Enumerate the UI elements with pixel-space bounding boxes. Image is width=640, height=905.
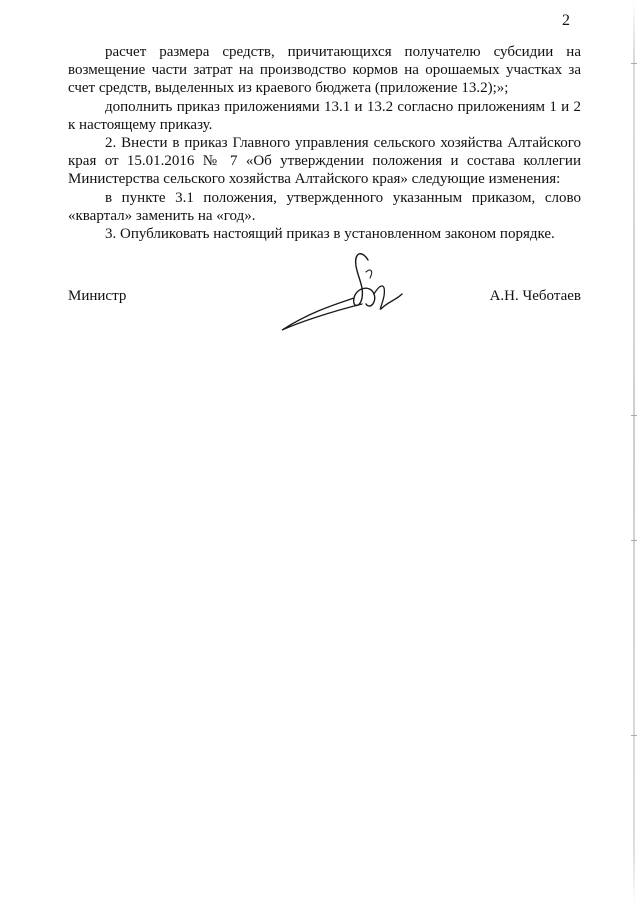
scan-edge-mark bbox=[631, 540, 637, 541]
paragraph-item-2: 2. Внести в приказ Главного управления сельского хозяйства Алтайского края от 15.01.2016 № 7 «Об утверждении положения и состава коллегии Министерства сельского хозяйства Алтайского края» следующие изменения: bbox=[68, 135, 581, 188]
signatory-name: А.Н. Чеботаев bbox=[489, 288, 581, 304]
scan-edge-mark bbox=[631, 415, 637, 416]
document-body bbox=[68, 43, 581, 243]
paragraph-item-3: 3. Опубликовать настоящий приказ в установленном законом порядке. bbox=[105, 226, 555, 243]
paragraph-supplement-appendices: дополнить приказ приложениями 13.1 и 13.2 согласно приложениям 1 и 2 к настоящему приказу. bbox=[68, 98, 581, 133]
paragraph-calculation: расчет размера средств, причитающихся получателю субсидии на возмещение части затрат на производство кормов на орошаемых участках за счет средств, выделенных из краевого бюджета (приложение 13.2);»; bbox=[68, 44, 581, 97]
scan-edge-line bbox=[633, 0, 635, 905]
page-number: 2 bbox=[562, 12, 570, 29]
handwritten-signature bbox=[270, 242, 420, 342]
signatory-title: Министр bbox=[68, 288, 127, 304]
paragraph-item-3-1-change: в пункте 3.1 положения, утвержденного указанным приказом, слово «квартал» заменить на «год». bbox=[68, 189, 581, 224]
scan-edge-mark bbox=[631, 735, 637, 736]
scan-edge-mark bbox=[631, 63, 637, 64]
